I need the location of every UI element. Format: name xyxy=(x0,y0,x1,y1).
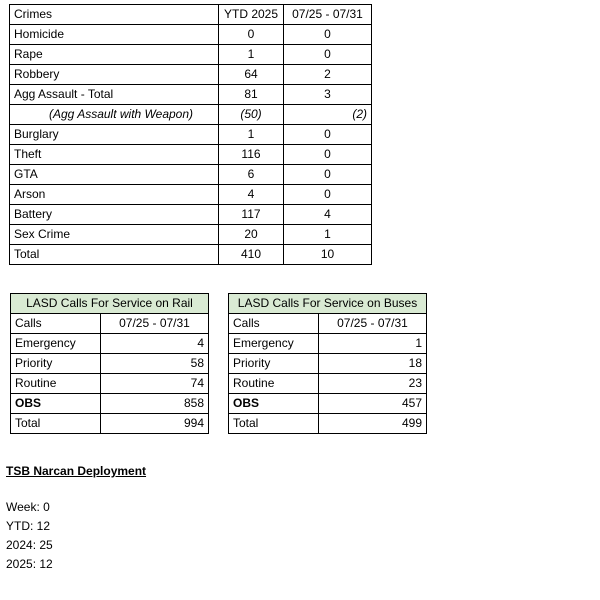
call-label: Emergency xyxy=(229,334,319,354)
buses-row-routine xyxy=(229,374,427,394)
crime-label: Battery xyxy=(10,205,219,225)
call-value: 74 xyxy=(101,374,209,394)
crime-ytd: 6 xyxy=(219,165,284,185)
crime-week: 0 xyxy=(284,25,372,45)
crime-ytd: 81 xyxy=(219,85,284,105)
crime-row-battery xyxy=(10,205,372,225)
crime-ytd: 1 xyxy=(219,45,284,65)
crime-label: Theft xyxy=(10,145,219,165)
crime-label: Total xyxy=(10,245,219,265)
crime-week: 0 xyxy=(284,45,372,65)
crime-label: (Agg Assault with Weapon) xyxy=(10,105,219,125)
crime-ytd: 117 xyxy=(219,205,284,225)
crime-week: 10 xyxy=(284,245,372,265)
rail-week-header: 07/25 - 07/31 xyxy=(101,314,209,334)
narcan-2024: 2024: 25 xyxy=(6,538,53,552)
buses-row-emergency xyxy=(229,334,427,354)
rail-calls-header: Calls xyxy=(11,314,101,334)
call-value: 4 xyxy=(101,334,209,354)
crime-ytd: 410 xyxy=(219,245,284,265)
call-value: 18 xyxy=(319,354,427,374)
call-value: 1 xyxy=(319,334,427,354)
crime-week: 0 xyxy=(284,145,372,165)
crime-ytd: 0 xyxy=(219,25,284,45)
crime-week: 3 xyxy=(284,85,372,105)
crime-row-burglary xyxy=(10,125,372,145)
buses-title: LASD Calls For Service on Buses xyxy=(229,294,427,314)
crime-label: Sex Crime xyxy=(10,225,219,245)
buses-row-priority xyxy=(229,354,427,374)
call-value: 457 xyxy=(319,394,427,414)
buses-header-row xyxy=(229,314,427,334)
call-label: OBS xyxy=(11,394,101,414)
call-value: 994 xyxy=(101,414,209,434)
call-value: 858 xyxy=(101,394,209,414)
buses-title-row xyxy=(229,294,427,314)
crime-row-theft xyxy=(10,145,372,165)
narcan-heading: TSB Narcan Deployment xyxy=(6,464,147,478)
crime-label: GTA xyxy=(10,165,219,185)
rail-row-routine xyxy=(11,374,209,394)
call-label: OBS xyxy=(229,394,319,414)
buses-week-header: 07/25 - 07/31 xyxy=(319,314,427,334)
call-label: Total xyxy=(229,414,319,434)
crime-label: Homicide xyxy=(10,25,219,45)
rail-calls-table xyxy=(10,293,209,434)
crime-row-gta xyxy=(10,165,372,185)
crimes-table xyxy=(9,4,372,265)
rail-header-row xyxy=(11,314,209,334)
crime-label: Arson xyxy=(10,185,219,205)
rail-title: LASD Calls For Service on Rail xyxy=(11,294,209,314)
crime-week: (2) xyxy=(284,105,372,125)
crime-row-rape xyxy=(10,45,372,65)
crime-row-agg-assault xyxy=(10,85,372,105)
crime-week: 1 xyxy=(284,225,372,245)
crime-row-total xyxy=(10,245,372,265)
buses-row-total xyxy=(229,414,427,434)
crime-row-sex-crime xyxy=(10,225,372,245)
rail-row-emergency xyxy=(11,334,209,354)
crimes-header-row xyxy=(10,5,372,25)
call-value: 499 xyxy=(319,414,427,434)
rail-title-row xyxy=(11,294,209,314)
crime-ytd: 64 xyxy=(219,65,284,85)
call-label: Emergency xyxy=(11,334,101,354)
crime-row-agg-weapon xyxy=(10,105,372,125)
crime-row-arson xyxy=(10,185,372,205)
call-label: Priority xyxy=(229,354,319,374)
crime-ytd: 1 xyxy=(219,125,284,145)
crime-row-robbery xyxy=(10,65,372,85)
crime-label: Robbery xyxy=(10,65,219,85)
crime-week: 0 xyxy=(284,165,372,185)
call-value: 23 xyxy=(319,374,427,394)
crime-label: Rape xyxy=(10,45,219,65)
crime-ytd: 20 xyxy=(219,225,284,245)
narcan-section xyxy=(6,462,146,574)
call-label: Priority xyxy=(11,354,101,374)
crime-label: Burglary xyxy=(10,125,219,145)
narcan-week: Week: 0 xyxy=(6,500,50,514)
crime-label: Agg Assault - Total xyxy=(10,85,219,105)
rail-row-total xyxy=(11,414,209,434)
call-value: 58 xyxy=(101,354,209,374)
crime-week: 2 xyxy=(284,65,372,85)
crime-week: 0 xyxy=(284,185,372,205)
crime-ytd: 116 xyxy=(219,145,284,165)
rail-row-priority xyxy=(11,354,209,374)
narcan-ytd: YTD: 12 xyxy=(6,519,51,533)
call-label: Routine xyxy=(11,374,101,394)
buses-calls-table xyxy=(228,293,427,434)
crime-week: 0 xyxy=(284,125,372,145)
crimes-header: Crimes xyxy=(10,5,219,25)
buses-row-obs xyxy=(229,394,427,414)
crime-ytd: 4 xyxy=(219,185,284,205)
ytd-header: YTD 2025 xyxy=(219,5,284,25)
call-label: Routine xyxy=(229,374,319,394)
crime-ytd: (50) xyxy=(219,105,284,125)
call-label: Total xyxy=(11,414,101,434)
buses-calls-header: Calls xyxy=(229,314,319,334)
narcan-2025: 2025: 12 xyxy=(6,557,53,571)
week-header: 07/25 - 07/31 xyxy=(284,5,372,25)
crime-week: 4 xyxy=(284,205,372,225)
rail-row-obs xyxy=(11,394,209,414)
crime-row-homicide xyxy=(10,25,372,45)
